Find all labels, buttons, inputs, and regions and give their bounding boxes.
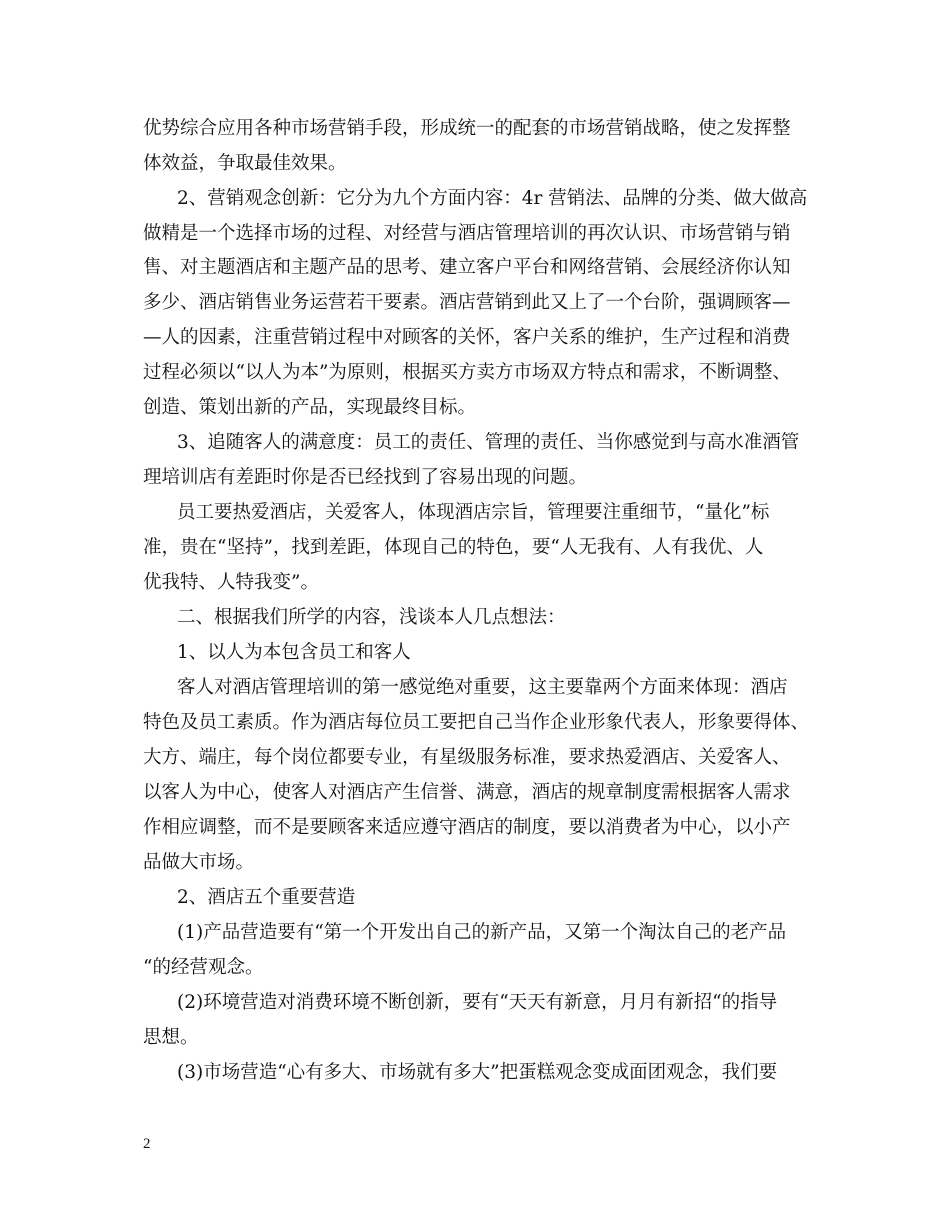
text-line: 品做大市场。 [143, 852, 255, 873]
text-line: 优我特、人特我变”。 [143, 572, 319, 593]
text-line: 做精是一个选择市场的过程、对经营与酒店管理培训的再次认识、市场营销与销 [143, 223, 791, 244]
text-line: 3、追随客人的满意度：员工的责任、管理的责任、当你感觉到与高水准酒管 [177, 432, 800, 453]
text-line: 员工要热爱酒店，关爱客人，体现酒店宗旨，管理要注重细节，“量化”标 [177, 502, 770, 523]
text-line: 大方、端庄，每个岗位都要专业，有星级服务标准，要求热爱酒店、关爱客人、 [143, 747, 791, 768]
text-line: 作相应调整，而不是要顾客来适应遵守酒店的制度，要以消费者为中心，以小产 [143, 817, 791, 838]
text-line: (3)市场营造“心有多大、市场就有多大”把蛋糕观念变成面团观念，我们要 [177, 1062, 778, 1083]
text-line: 2、营销观念创新：它分为九个方面内容：4r 营销法、品牌的分类、做大做高 [177, 188, 808, 209]
text-line: 客人对酒店管理培训的第一感觉绝对重要，这主要靠两个方面来体现：酒店 [177, 677, 788, 698]
section-heading: 二、根据我们所学的内容，浅谈本人几点想法： [177, 607, 566, 628]
text-line: 优势综合应用各种市场营销手段，形成统一的配套的市场营销战略，使之发挥整 [143, 118, 791, 139]
text-line: 以客人为中心，使客人对酒店产生信誉、满意，酒店的规章制度需根据客人需求 [143, 782, 791, 803]
text-line: (1)产品营造要有“第一个开发出自己的新产品，又第一个淘汰自己的老产品 [177, 922, 787, 943]
text-line: 体效益，争取最佳效果。 [143, 153, 347, 174]
text-line: 过程必须以“以人为本”为原则，根据买方卖方市场双方特点和需求，不断调整、 [143, 362, 791, 383]
text-line: 创造、策划出新的产品，实现最终目标。 [143, 397, 477, 418]
text-line: —人的因素，注重营销过程中对顾客的关怀，客户关系的维护，生产过程和消费 [143, 327, 791, 348]
text-line: 思想。 [143, 1027, 199, 1048]
subsection-heading: 2、酒店五个重要营造 [177, 887, 356, 908]
text-line: 准，贵在“坚持”，找到差距，体现自己的特色，要“人无我有、人有我优、人 [143, 537, 764, 558]
text-line: 理培训店有差距时你是否已经找到了容易出现的问题。 [143, 467, 588, 488]
page-number: 2 [143, 1136, 151, 1152]
text-line: 多少、酒店销售业务运营若干要素。酒店营销到此又上了一个台阶，强调顾客— [143, 292, 791, 313]
text-line: (2)环境营造对消费环境不断创新，要有“天天有新意，月月有新招“的指导 [177, 992, 778, 1013]
text-line: “的经营观念。 [143, 957, 264, 978]
text-line: 特色及员工素质。作为酒店每位员工要把自己当作企业形象代表人，形象要得体、 [143, 712, 810, 733]
text-line: 售、对主题酒店和主题产品的思考、建立客户平台和网络营销、会展经济你认知 [143, 257, 791, 278]
subsection-heading: 1、以人为本包含员工和客人 [177, 642, 411, 663]
